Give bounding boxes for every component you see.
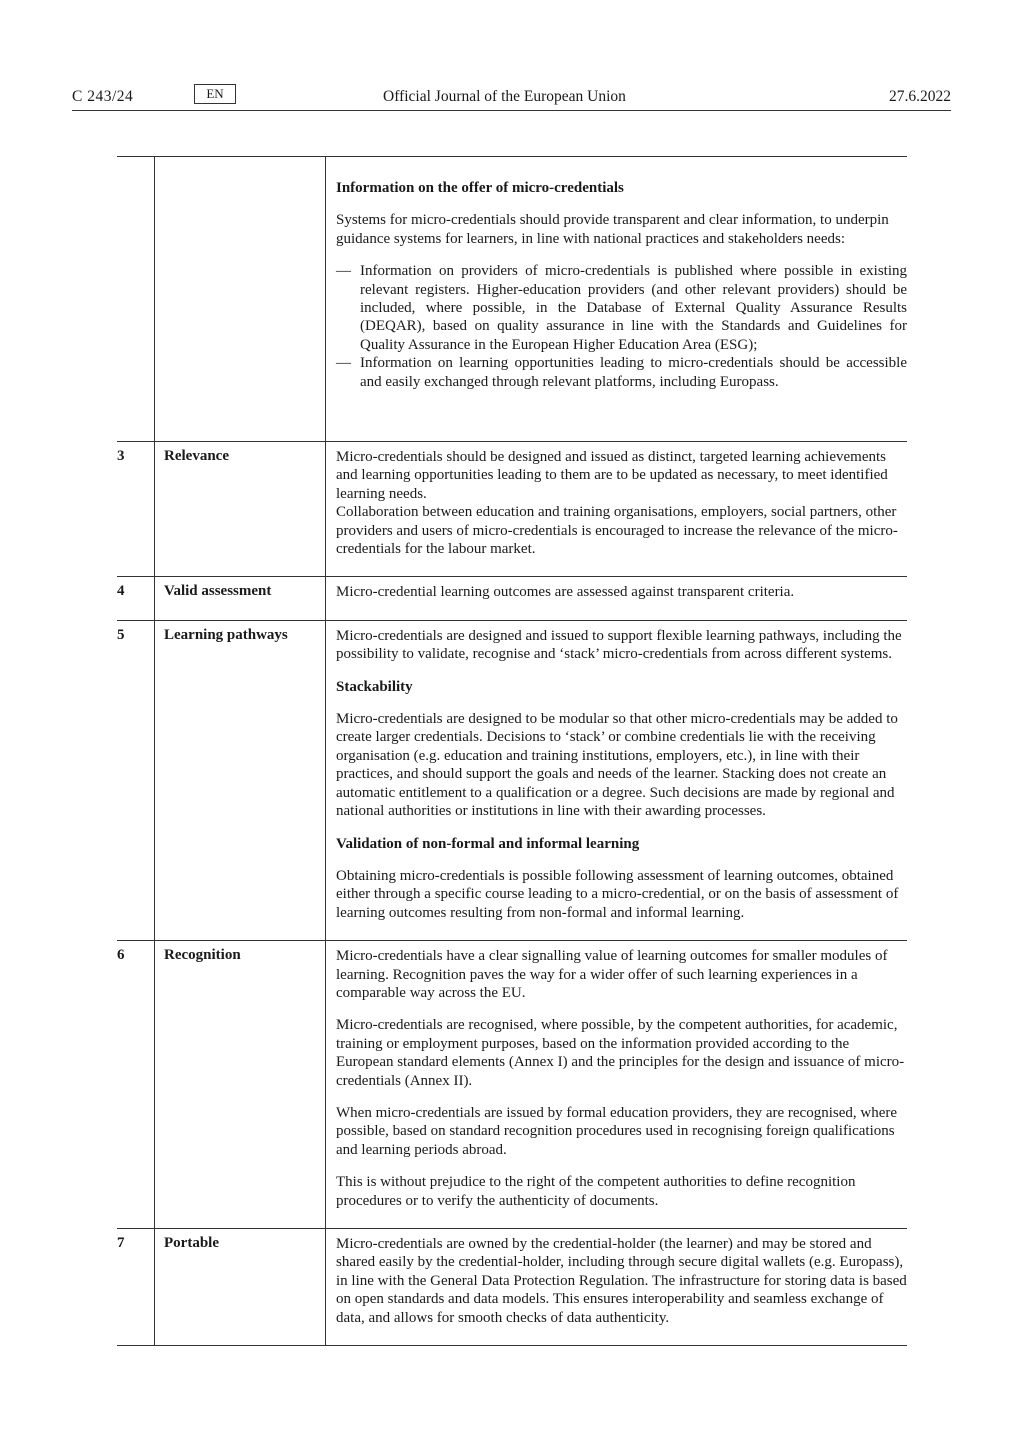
row-body <box>326 442 907 576</box>
dash-marker: — <box>336 355 351 372</box>
paragraph: This is without prejudice to the right of the competent authorities to define recognition procedures or to verify the authenticity of documents. <box>336 1174 856 1209</box>
paragraph: Micro-credentials are recognised, where possible, by the competent authorities, for academic, training or employment purposes, based on the information provided according to the European standard elements (Annex I) and the principles for the design and issuance of micro-credentials (Annex II). <box>336 1017 905 1089</box>
row-body <box>326 621 907 940</box>
paragraph: Micro-credentials are owned by the credential-holder (the learner) and may be stored and shared easily by the credential-holder, including through secure digital wallets (e.g. Europass), in line with the General Data Protection Regulation. The infrastructure for storing data is based on open standards and data models. This ensures interoperability and seamless exchange of data, and allows for smooth checks of data authenticity. <box>336 1236 907 1326</box>
row-title: Recognition <box>155 941 326 1228</box>
paragraph: Collaboration between education and training organisations, employers, social partners, other providers and users of micro-credentials is encouraged to increase the relevance of the micro-credentials for the labour market. <box>336 504 898 558</box>
journal-title: Official Journal of the European Union <box>383 88 626 105</box>
list-item-text: Information on learning opportunities leading to micro-credentials should be accessible and easily exchanged through relevant platforms, including Europass. <box>360 355 907 390</box>
table-row <box>117 941 907 1229</box>
row-number: 7 <box>117 1229 155 1345</box>
table-row <box>117 157 907 442</box>
row-number: 4 <box>117 577 155 619</box>
list-item <box>336 262 907 354</box>
table-row <box>117 1229 907 1346</box>
row-body <box>326 577 907 619</box>
paragraph: Systems for micro-credentials should provide transparent and clear information, to underpin guidance systems for learners, in line with national practices and stakeholders needs: <box>336 212 889 247</box>
dash-marker: — <box>336 263 351 280</box>
paragraph: Micro-credentials are designed and issued to support flexible learning pathways, including the possibility to validate, recognise and ‘stack’ micro-credentials from across different systems. <box>336 627 902 663</box>
publication-date: 27.6.2022 <box>889 88 951 105</box>
row-body <box>326 941 907 1228</box>
subheading: Validation of non-formal and informal learning <box>336 835 640 852</box>
row-number: 5 <box>117 621 155 940</box>
row-title <box>155 157 326 441</box>
page-header <box>72 84 951 111</box>
paragraph: Micro-credentials should be designed and issued as distinct, targeted learning achievements and learning opportunities leading to them are to be updated as necessary, to meet identified learning needs. <box>336 449 888 502</box>
principles-table <box>117 156 907 1346</box>
table-row <box>117 621 907 941</box>
row-number: 6 <box>117 941 155 1228</box>
row-body <box>326 1229 907 1345</box>
row-body <box>326 157 907 441</box>
dash-list <box>336 262 907 391</box>
row-title: Learning pathways <box>155 621 326 940</box>
paragraph: Micro-credential learning outcomes are assessed against transparent criteria. <box>336 584 795 601</box>
table-row <box>117 442 907 577</box>
list-item <box>336 354 907 391</box>
paragraph: Micro-credentials have a clear signalling value of learning outcomes for smaller modules of learning. Recognition paves the way for a wider offer of such learning experiences in a comparable way across the EU. <box>336 948 888 1001</box>
paragraph: Micro-credentials are designed to be modular so that other micro-credentials may be added to create larger credentials. Decisions to ‘stack’ or combine credentials lie with the receiving organisation (e.g. education and training institutions, employers, etc.), in line with their practices, and should support the goals and needs of the learner. Stacking does not create an automatic entitlement to a qualification or a degree. Such decisions are made by regional and national authorities or institutions in line with their awarding processes. <box>336 711 898 820</box>
subheading: Stackability <box>336 678 413 695</box>
language-badge: EN <box>194 84 236 104</box>
list-item-text: Information on providers of micro-credentials is published where possible in existing relevant registers. Higher-education providers (and other relevant providers) should be included, where possible, in the Database of External Quality Assurance Results (DEQAR), based on quality assurance in line with the Standards and Guidelines for Quality Assurance in the European Higher Education Area (ESG); <box>360 263 907 353</box>
subheading: Information on the offer of micro-credentials <box>336 180 624 196</box>
row-title: Valid assessment <box>155 577 326 619</box>
row-number: 3 <box>117 442 155 576</box>
page-reference: C 243/24 <box>72 88 134 105</box>
row-number <box>117 157 155 441</box>
paragraph: Obtaining micro-credentials is possible following assessment of learning outcomes, obtained either through a specific course leading to a micro-credential, or on the basis of assessment of learning outcomes resulting from non-formal and informal learning. <box>336 867 899 921</box>
paragraph: When micro-credentials are issued by formal education providers, they are recognised, where possible, based on standard recognition procedures used in recognising foreign qualifications and learning periods abroad. <box>336 1104 898 1158</box>
row-title: Relevance <box>155 442 326 576</box>
table-row <box>117 577 907 620</box>
row-title: Portable <box>155 1229 326 1345</box>
